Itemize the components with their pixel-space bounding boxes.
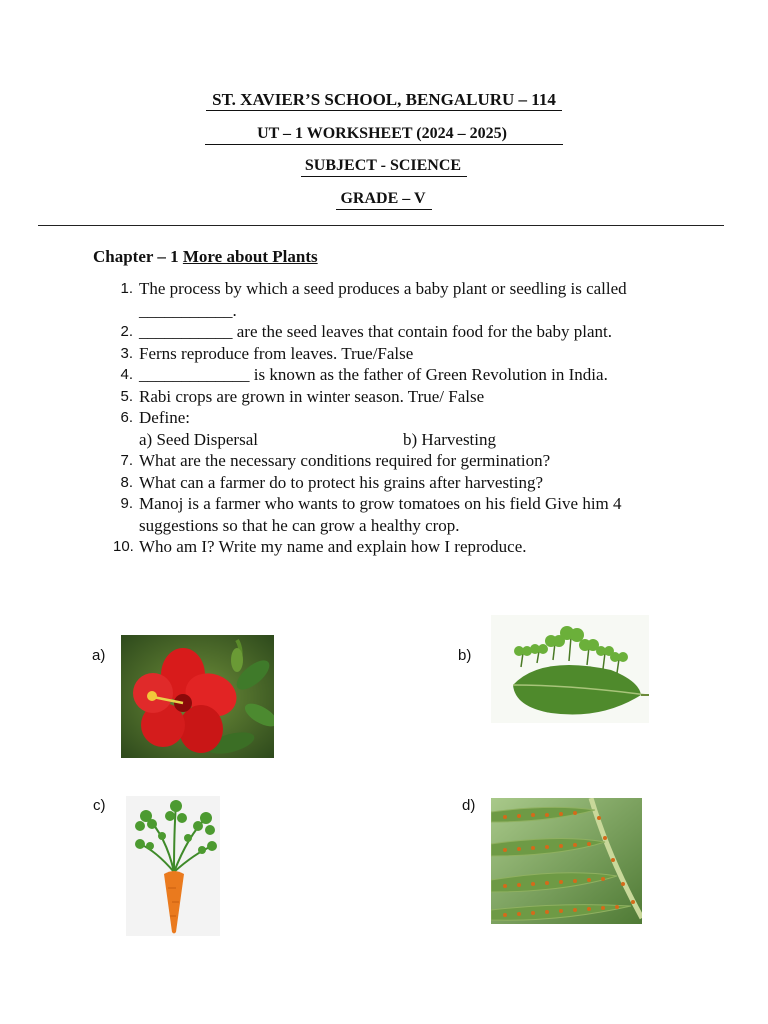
question-list [113, 278, 669, 558]
question-item: 10. Who am I? Write my name and explain how I reproduce. [113, 537, 527, 556]
divider-line [38, 225, 724, 226]
option-b: b) Harvesting [403, 429, 497, 449]
chapter-heading [93, 247, 318, 267]
picture-label-b: b) [458, 647, 472, 664]
question-item: 5. Rabi crops are grown in winter season. True/ False [120, 386, 485, 406]
question-item: 3. Ferns reproduce from leaves. True/False [120, 343, 414, 363]
question-item: 7. What are the necessary conditions required for germination? [120, 451, 551, 470]
question-item: 4. _____________ is known as the father of Green Revolution in India. [120, 365, 608, 384]
picture-label-c: c) [93, 797, 106, 814]
fern-leaf-image [491, 798, 642, 924]
picture-label-a: a) [92, 647, 106, 664]
hibiscus-flower-image [121, 635, 274, 758]
question-item: 8. What can a farmer do to protect his grains after harvesting? [120, 472, 544, 492]
define-options [139, 429, 669, 451]
bryophyllum-leaf-image [491, 615, 649, 723]
option-a: a) Seed Dispersal [139, 429, 258, 449]
question-item: 6. Define: a) Seed Dispersal b) Harvesting [139, 407, 669, 450]
chapter-prefix: Chapter – 1 [93, 247, 179, 266]
worksheet-title: UT – 1 WORKSHEET (2024 – 2025) [0, 123, 768, 145]
question-item: 2. ___________ are the seed leaves that contain food for the baby plant. [120, 322, 613, 341]
subject-title: SUBJECT - SCIENCE [0, 155, 768, 177]
chapter-title: More about Plants [182, 247, 318, 266]
question-item: 1. The process by which a seed produces a baby plant or seedling is called ___________. [120, 279, 627, 320]
question-item: 9. Manoj is a farmer who wants to grow tomatoes on his field Give him 4 suggestions so that he can grow a healthy crop. [120, 494, 622, 535]
carrot-image [126, 796, 220, 936]
grade-title: GRADE – V [0, 188, 768, 210]
picture-label-d: d) [462, 797, 476, 814]
school-title: ST. XAVIER’S SCHOOL, BENGALURU – 114 [0, 90, 768, 111]
